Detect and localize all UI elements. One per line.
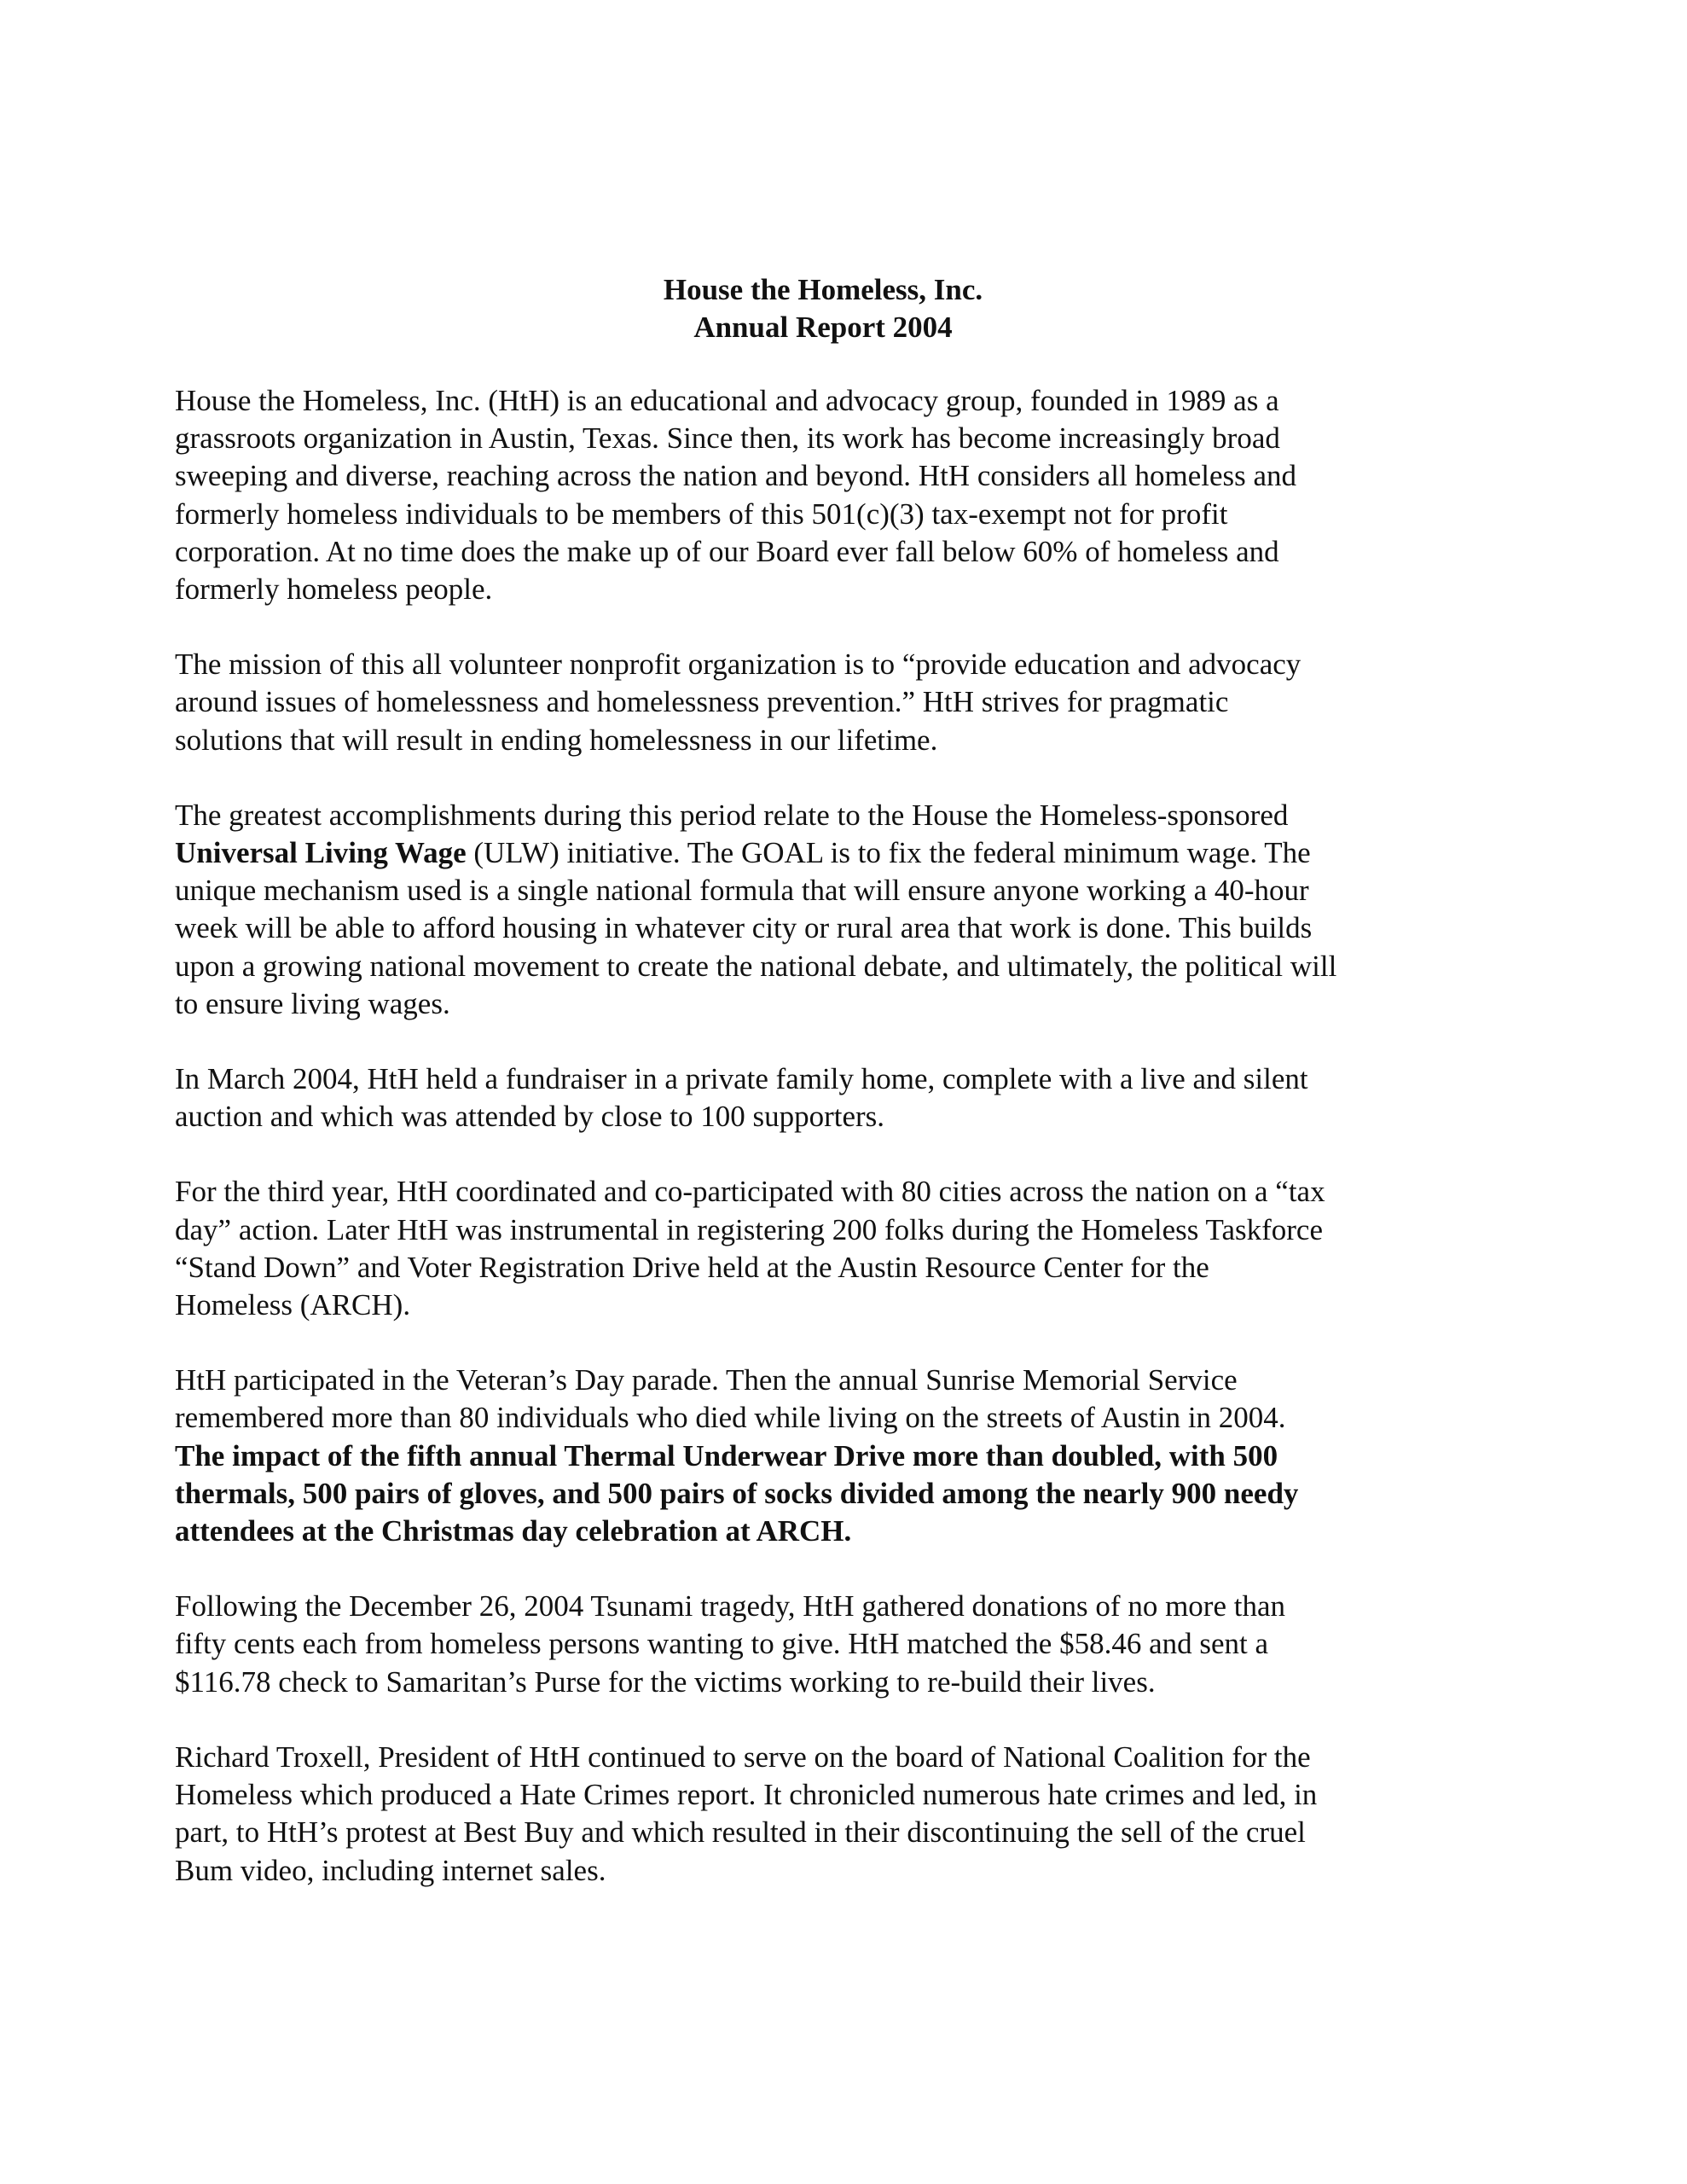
text-line: Homeless (ARCH). (175, 1288, 411, 1322)
text-line: HtH participated in the Veteran’s Day parade. Then the annual Sunrise Memorial Service (175, 1363, 1238, 1397)
text-line: fifty cents each from homeless persons wanting to give. HtH matched the $58.46 and sent a (175, 1627, 1269, 1661)
text-line: to ensure living wages. (175, 986, 450, 1020)
text-line: $116.78 check to Samaritan’s Purse for the victims working to re-build their lives. (175, 1664, 1156, 1699)
paragraph-fundraiser (175, 1060, 1505, 1136)
text-line: House the Homeless, Inc. (HtH) is an educational and advocacy group, founded in 1989 as a (175, 384, 1279, 417)
text-line: part, to HtH’s protest at Best Buy and which resulted in their discontinuing the sell of the cruel (175, 1815, 1306, 1850)
bold-text-line: attendees at the Christmas day celebration at ARCH. (175, 1514, 852, 1548)
document-header (175, 271, 1505, 346)
text-line: sweeping and diverse, reaching across the nation and beyond. HtH considers all homeless and (175, 459, 1297, 493)
text-line: formerly homeless people. (175, 572, 493, 607)
bold-text-line: The impact of the fifth annual Thermal Underwear Drive more than doubled, with 500 (175, 1438, 1278, 1472)
paragraph-mission (175, 646, 1505, 759)
text-line: For the third year, HtH coordinated and co-participated with 80 cities across the nation on a “tax (175, 1175, 1325, 1209)
text-line: solutions that will result in ending homelessness in our lifetime. (175, 723, 938, 757)
text-line: In March 2004, HtH held a fundraiser in a private family home, complete with a live and silent (175, 1062, 1308, 1096)
text-line: day” action. Later HtH was instrumental in registering 200 folks during the Homeless Taskforce (175, 1212, 1323, 1246)
text-line: Homeless which produced a Hate Crimes report. It chronicled numerous hate crimes and led, in (175, 1778, 1318, 1812)
text-line: week will be able to afford housing in whatever city or rural area that work is done. This builds (175, 911, 1313, 945)
text-line: upon a growing national movement to create the national debate, and ultimately, the political will (175, 949, 1337, 983)
document-title: House the Homeless, Inc. (663, 273, 983, 306)
text-line: unique mechanism used is a single national formula that will ensure anyone working a 40-hour (175, 874, 1309, 908)
document-page (175, 271, 1505, 1927)
text-line: The mission of this all volunteer nonprofit organization is to “provide education and advocacy (175, 648, 1301, 682)
paragraph-tax-day (175, 1173, 1505, 1324)
text-line: corporation. At no time does the make up of our Board ever fall below 60% of homeless and (175, 534, 1279, 568)
paragraph-about (175, 382, 1505, 608)
bold-text-line: thermals, 500 pairs of gloves, and 500 pairs of socks divided among the nearly 900 needy (175, 1476, 1299, 1510)
text-line: remembered more than 80 individuals who died while living on the streets of Austin in 2004. (175, 1401, 1286, 1435)
document-subtitle: Annual Report 2004 (693, 311, 953, 344)
paragraph-accomplishments (175, 797, 1505, 1023)
text-line: auction and which was attended by close to 100 supporters. (175, 1100, 885, 1134)
ulw-bold-term: Universal Living Wage (175, 836, 467, 870)
text-line: around issues of homelessness and homelessness prevention.” HtH strives for pragmatic (175, 685, 1229, 719)
text-line: grassroots organization in Austin, Texas. Since then, its work has become increasingly broad (175, 421, 1280, 456)
text-line: The greatest accomplishments during this period relate to the House the Homeless-sponsored (175, 798, 1289, 832)
paragraph-coalition (175, 1739, 1505, 1890)
text-line: formerly homeless individuals to be members of this 501(c)(3) tax-exempt not for profit (175, 497, 1228, 531)
text-line: Following the December 26, 2004 Tsunami tragedy, HtH gathered donations of no more than (175, 1589, 1285, 1623)
text-line: “Stand Down” and Voter Registration Drive held at the Austin Resource Center for the (175, 1250, 1209, 1284)
text-line: Richard Troxell, President of HtH continued to serve on the board of National Coalition for the (175, 1740, 1311, 1774)
text-run: (ULW) initiative. The GOAL is to fix the federal minimum wage. The (466, 836, 1311, 870)
paragraph-tsunami (175, 1588, 1505, 1701)
text-line: Bum video, including internet sales. (175, 1853, 606, 1887)
paragraph-veterans-memorial (175, 1362, 1505, 1550)
text-line (175, 834, 1505, 872)
